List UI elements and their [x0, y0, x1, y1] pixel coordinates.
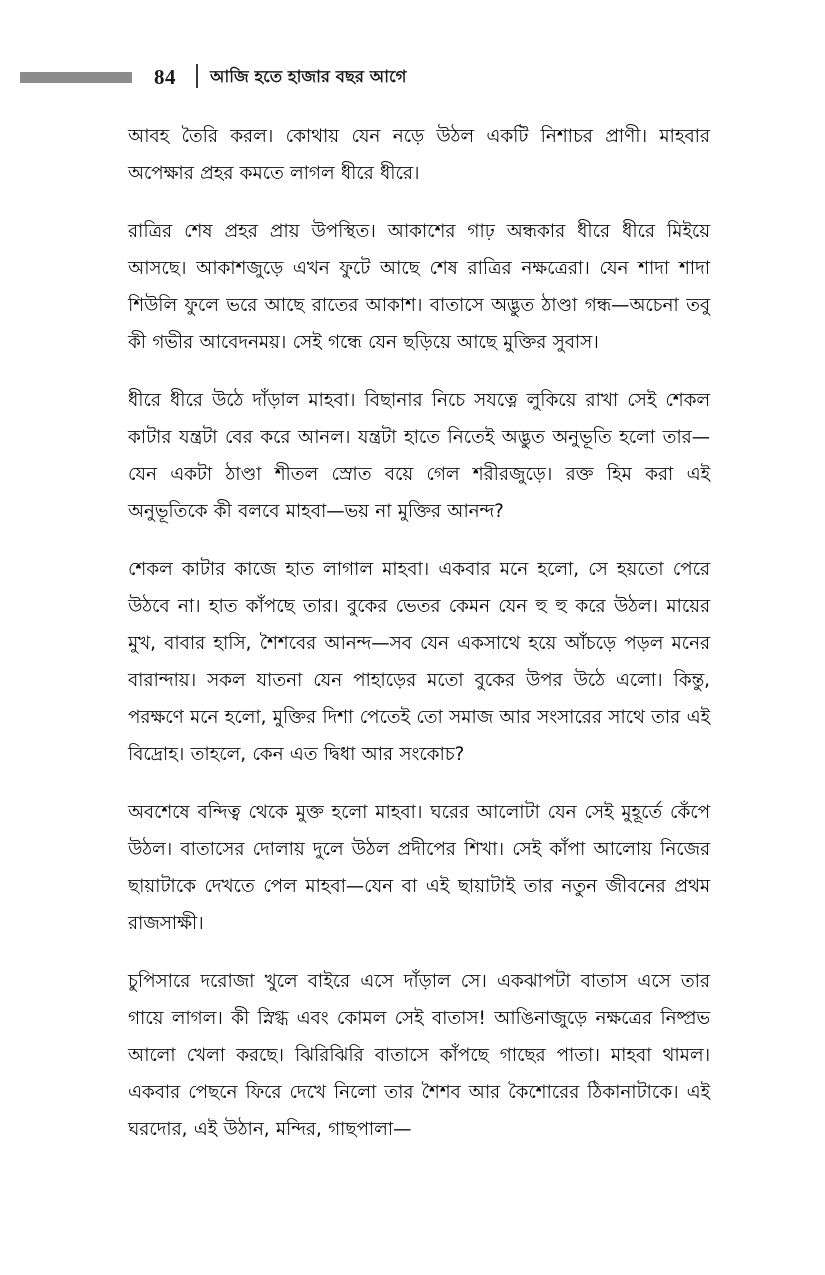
- running-header: [20, 62, 755, 92]
- running-title: আজি হতে হাজার বছর আগে: [210, 66, 407, 86]
- page-number: 84: [154, 64, 176, 89]
- page-number-box: [132, 62, 196, 92]
- paragraph: অবশেষে বন্দিত্ব থেকে মুক্ত হলো মাহবা। ঘরের আলোটা যেন সেই মুহূর্তে কেঁপে উঠল। বাতাসের দোলায় দুলে উঠল প্রদীপের শিখা। সেই কাঁপা আলোয় নিজের ছায়াটাকে দেখতে পেল মাহবা—যেন বা এই ছায়াটাই তার নতুন জীবনের প্রথম রাজসাক্ষী।: [128, 802, 710, 934]
- paragraph: শেকল কাটার কাজে হাত লাগাল মাহবা। একবার মনে হলো, সে হয়তো পেরে উঠবে না। হাত কাঁপছে তার। বুকের ভেতর কেমন যেন হু হু করে উঠল। মায়ের মুখ, বাবার হাসি, শৈশবের আনন্দ—সব যেন একসাথে হয়ে আঁচড়ে পড়ল মনের বারান্দায়। সকল যাতনা যেন পাহাড়ের মতো বুকের উপর উঠে এলো। কিন্তু, পরক্ষণে মনে হলো, মুক্তির দিশা পেতেই তো সমাজ আর সংসারের সাথে তার এই বিদ্রোহ। তাহলে, কেন এত দ্বিধা আর সংকোচ?: [128, 559, 710, 765]
- paragraph: রাত্রির শেষ প্রহর প্রায় উপস্থিত। আকাশের গাঢ় অন্ধকার ধীরে ধীরে মিইয়ে আসছে। আকাশজুড়ে এখন ফুটে আছে শেষ রাত্রির নক্ষত্রেরা। যেন শাদা শাদা শিউলি ফুলে ভরে আছে রাতের আকাশ। বাতাসে অদ্ভুত ঠাণ্ডা গন্ধ—অচেনা তবু কী গভীর আবেদনময়। সেই গন্ধে যেন ছড়িয়ে আছে মুক্তির সুবাস।: [128, 221, 710, 353]
- header-rule-bar: [20, 72, 132, 83]
- paragraph: ধীরে ধীরে উঠে দাঁড়াল মাহবা। বিছানার নিচে সযত্নে লুকিয়ে রাখা সেই শেকল কাটার যন্ত্রটা বের করে আনল। যন্ত্রটা হাতে নিতেই অদ্ভুত অনুভূতি হলো তার—যেন একটা ঠাণ্ডা শীতল স্রোত বয়ে গেল শরীরজুড়ে। রক্ত হিম করা এই অনুভূতিকে কী বলবে মাহবা—ভয় না মুক্তির আনন্দ?: [128, 390, 710, 522]
- body-text: [128, 118, 710, 1148]
- paragraph: আবহ তৈরি করল। কোথায় যেন নড়ে উঠল একটি নিশাচর প্রাণী। মাহবার অপেক্ষার প্রহর কমতে লাগল ধীরে ধীরে।: [128, 126, 710, 184]
- paragraph: চুপিসারে দরোজা খুলে বাইরে এসে দাঁড়াল সে। একঝাপটা বাতাস এসে তার গায়ে লাগল। কী স্নিগ্ধ এবং কোমল সেই বাতাস! আঙিনাজুড়ে নক্ষত্রের নিষ্প্রভ আলো খেলা করছে। ঝিরিঝিরি বাতাসে কাঁপছে গাছের পাতা। মাহবা থামল। একবার পেছনে ফিরে দেখে নিলো তার শৈশব আর কৈশোরের ঠিকানাটাকে। এই ঘরদোর, এই উঠান, মন্দির, গাছপালা—: [128, 971, 710, 1140]
